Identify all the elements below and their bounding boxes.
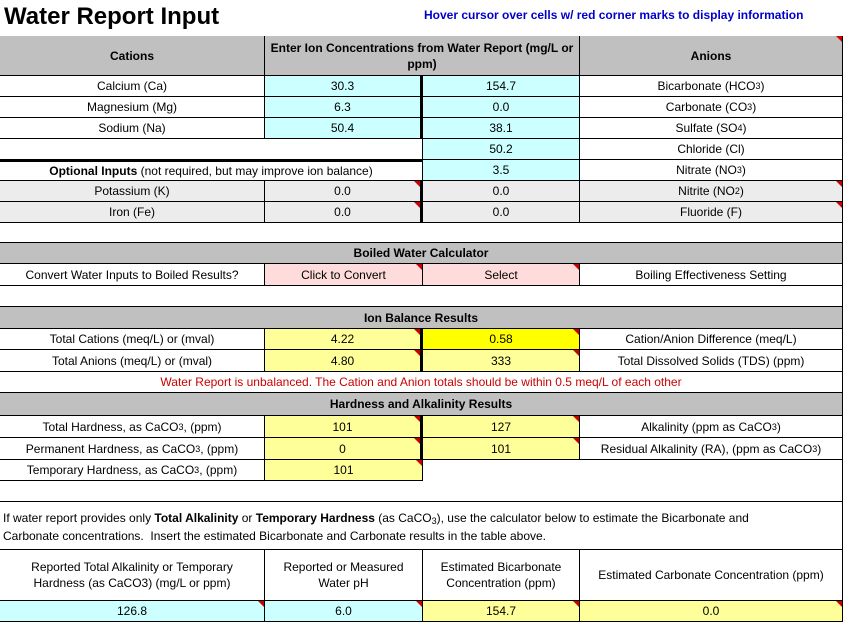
blank-area bbox=[423, 460, 843, 502]
optional-inputs-bold: Optional Inputs bbox=[49, 164, 138, 178]
nitrite-input[interactable]: 0.0 bbox=[423, 181, 580, 202]
potassium-input[interactable]: 0.0 bbox=[265, 181, 423, 202]
anion-label-text: Bicarbonate (HCO bbox=[657, 79, 756, 93]
cation-anion-difference-label: Cation/Anion Difference (meq/L) bbox=[580, 329, 843, 350]
anion-label-text: Carbonate (CO bbox=[665, 100, 748, 114]
total-hardness-value: 101 bbox=[265, 416, 423, 438]
estimator-note bbox=[0, 502, 843, 550]
cation-label-potassium: Potassium (K) bbox=[0, 181, 265, 202]
cation-label-iron: Iron (Fe) bbox=[0, 202, 265, 223]
convert-button[interactable]: Click to Convert bbox=[265, 264, 423, 286]
cation-label-calcium: Calcium (Ca) bbox=[0, 76, 265, 97]
alkalinity-value: 127 bbox=[423, 416, 580, 438]
spacer-row bbox=[0, 223, 843, 243]
label-text: Residual Alkalinity (RA), (ppm as CaCO bbox=[600, 441, 813, 456]
calcium-input[interactable]: 30.3 bbox=[265, 76, 423, 97]
anion-label-text: Nitrate (NO bbox=[676, 163, 737, 177]
total-hardness-label: Total Hardness, as CaCO 3 , (ppm) bbox=[0, 416, 265, 438]
anion-label-tail: ) bbox=[739, 184, 744, 198]
optional-inputs-note: (not required, but may improve ion balance) bbox=[137, 164, 373, 178]
fluoride-input[interactable]: 0.0 bbox=[423, 202, 580, 223]
water-ph-input[interactable]: 6.0 bbox=[265, 601, 423, 622]
carbonate-input[interactable]: 0.0 bbox=[423, 97, 580, 118]
label-text: Permanent Hardness, as CaCO bbox=[25, 441, 196, 456]
bicarbonate-input[interactable]: 154.7 bbox=[423, 76, 580, 97]
boiled-calculator-header: Boiled Water Calculator bbox=[0, 243, 843, 264]
blank-cell bbox=[0, 139, 423, 160]
note-text: ), use the calculator below to estimate the Bicarbonate and bbox=[436, 511, 749, 525]
note-text: If water report provides only bbox=[3, 511, 155, 525]
enter-concentrations-header: Enter Ion Concentrations from Water Report (mg/L or ppm) bbox=[265, 36, 580, 76]
label-tail: , (ppm) bbox=[200, 441, 239, 456]
note-text: or bbox=[238, 511, 256, 525]
convert-question: Convert Water Inputs to Boiled Results? bbox=[0, 264, 265, 286]
page-title: Water Report Input bbox=[4, 3, 220, 30]
estimated-bicarbonate-header: Estimated Bicarbonate Concentration (ppm) bbox=[423, 550, 580, 601]
label-text: Temporary Hardness, as CaCO bbox=[26, 463, 195, 477]
ion-balance-header: Ion Balance Results bbox=[0, 307, 843, 329]
anion-label-nitrite: Nitrite (NO 2 ) bbox=[580, 181, 843, 202]
chloride-input[interactable]: 50.2 bbox=[423, 139, 580, 160]
alkalinity-label: Alkalinity (ppm as CaCO 3 ) bbox=[580, 416, 843, 438]
estimated-bicarbonate-value: 154.7 bbox=[423, 601, 580, 622]
estimator-note-line1 bbox=[3, 509, 842, 527]
iron-input[interactable]: 0.0 bbox=[265, 202, 423, 223]
temporary-hardness-value: 101 bbox=[265, 460, 423, 481]
anion-label-text: Nitrite (NO bbox=[678, 184, 735, 198]
hint-text: Hover cursor over cells w/ red corner marks to display information bbox=[424, 8, 804, 22]
water-ph-header: Reported or Measured Water pH bbox=[265, 550, 423, 601]
anion-label-carbonate: Carbonate (CO 3 ) bbox=[580, 97, 843, 118]
reported-alkalinity-input[interactable]: 126.8 bbox=[0, 601, 265, 622]
label-tail: ) bbox=[817, 441, 822, 456]
anion-label-text: Sulfate (SO bbox=[675, 121, 738, 135]
subscript: 3 bbox=[431, 516, 437, 526]
note-bold: Total Alkalinity bbox=[154, 511, 239, 525]
residual-alkalinity-label: Residual Alkalinity (RA), (ppm as CaCO 3 ) bbox=[580, 438, 843, 460]
label-tail: , (ppm) bbox=[183, 419, 222, 434]
anion-label-sulfate: Sulfate (SO 4 ) bbox=[580, 118, 843, 139]
spacer-row bbox=[0, 286, 843, 307]
label-text: Alkalinity (ppm as CaCO bbox=[641, 419, 772, 434]
magnesium-input[interactable]: 6.3 bbox=[265, 97, 423, 118]
sulfate-input[interactable]: 38.1 bbox=[423, 118, 580, 139]
anion-label-tail: ) bbox=[741, 163, 746, 177]
boiling-select[interactable]: Select bbox=[423, 264, 580, 286]
anion-label-tail: ) bbox=[752, 100, 757, 114]
total-cations-value: 4.22 bbox=[265, 329, 423, 350]
sodium-input[interactable]: 50.4 bbox=[265, 118, 423, 139]
reported-alkalinity-header: Reported Total Alkalinity or Temporary Hardness (as CaCO3) (mg/L or ppm) bbox=[0, 550, 265, 601]
tds-label: Total Dissolved Solids (TDS) (ppm) bbox=[580, 350, 843, 372]
label-tail: , (ppm) bbox=[199, 463, 238, 477]
temporary-hardness-label: Temporary Hardness, as CaCO 3 , (ppm) bbox=[0, 460, 265, 481]
estimated-carbonate-header: Estimated Carbonate Concentration (ppm) bbox=[580, 550, 843, 601]
anion-label-tail: ) bbox=[742, 121, 747, 135]
cation-label-magnesium: Magnesium (Mg) bbox=[0, 97, 265, 118]
balance-warning: Water Report is unbalanced. The Cation and Anion totals should be within 0.5 meq/L of each other bbox=[0, 372, 843, 393]
boiling-setting-label: Boiling Effectiveness Setting bbox=[580, 264, 843, 286]
cation-anion-difference-value: 0.58 bbox=[423, 329, 580, 350]
anion-label-chloride: Chloride (Cl) bbox=[580, 139, 843, 160]
anion-label-fluoride: Fluoride (F) bbox=[580, 202, 843, 223]
anion-label-nitrate: Nitrate (NO 3 ) bbox=[580, 160, 843, 181]
anion-label-tail: ) bbox=[760, 79, 765, 93]
cations-header: Cations bbox=[0, 36, 265, 76]
residual-alkalinity-value: 101 bbox=[423, 438, 580, 460]
permanent-hardness-label: Permanent Hardness, as CaCO 3 , (ppm) bbox=[0, 438, 265, 460]
total-cations-label: Total Cations (meq/L) or (mval) bbox=[0, 329, 265, 350]
total-anions-value: 4.80 bbox=[265, 350, 423, 372]
spacer-row bbox=[0, 481, 423, 502]
note-bold: Temporary Hardness bbox=[255, 511, 375, 525]
anions-header: Anions bbox=[580, 36, 843, 76]
hardness-header: Hardness and Alkalinity Results bbox=[0, 393, 843, 416]
estimated-carbonate-value: 0.0 bbox=[580, 601, 843, 622]
estimator-note-line2: Carbonate concentrations. Insert the estimated Bicarbonate and Carbonate results in the table above. bbox=[3, 529, 546, 543]
total-anions-label: Total Anions (meq/L) or (mval) bbox=[0, 350, 265, 372]
label-text: Total Hardness, as CaCO bbox=[42, 419, 179, 434]
tds-value: 333 bbox=[423, 350, 580, 372]
label-tail: ) bbox=[776, 419, 781, 434]
permanent-hardness-value: 0 bbox=[265, 438, 423, 460]
nitrate-input[interactable]: 3.5 bbox=[423, 160, 580, 181]
cation-label-sodium: Sodium (Na) bbox=[0, 118, 265, 139]
note-text: (as CaCO bbox=[374, 511, 432, 525]
optional-inputs-label bbox=[0, 160, 423, 181]
anion-label-bicarbonate: Bicarbonate (HCO 3 ) bbox=[580, 76, 843, 97]
